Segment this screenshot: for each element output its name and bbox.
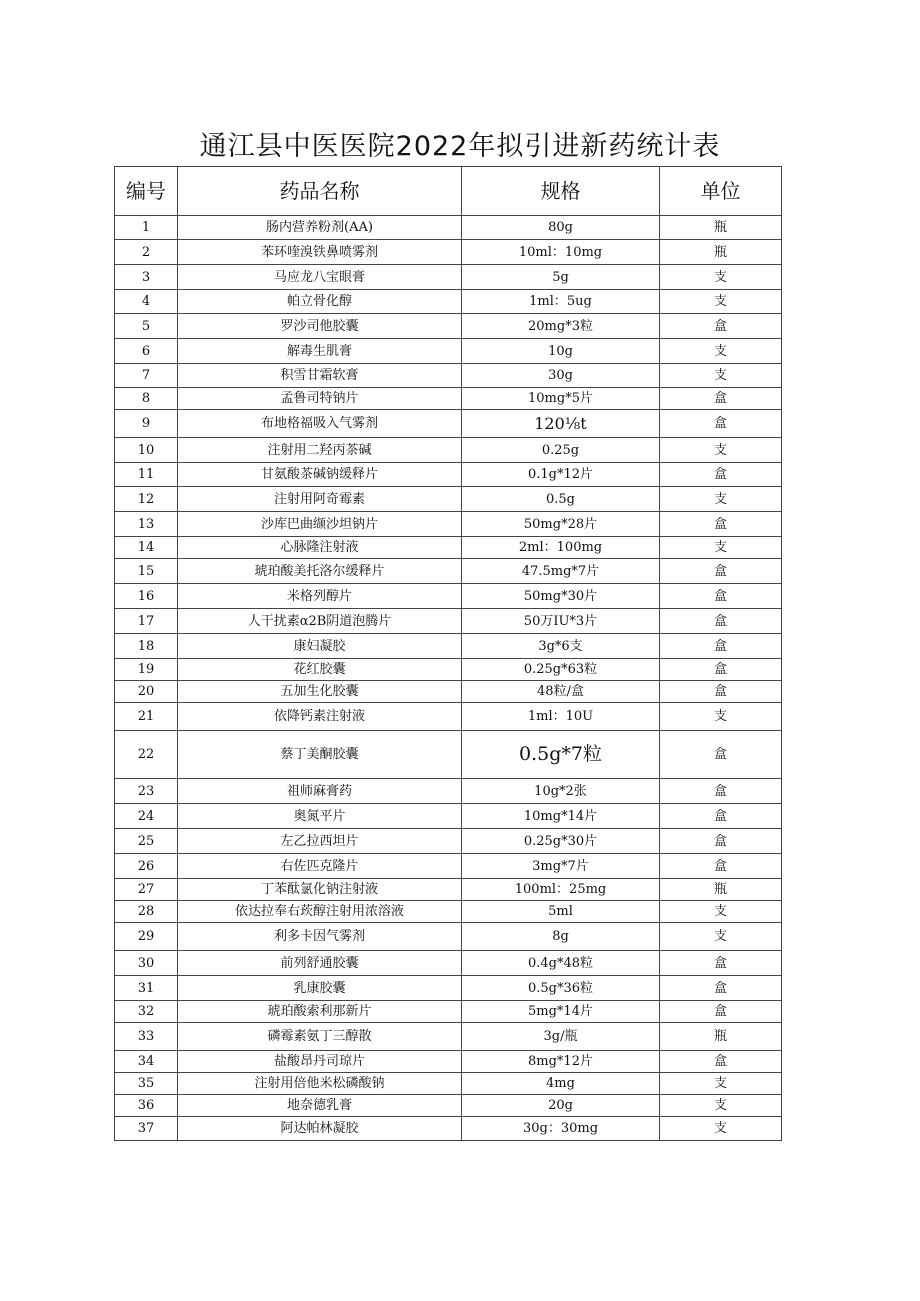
cell-spec: 80g — [462, 216, 660, 240]
cell-name: 盐酸昂丹司琼片 — [178, 1051, 462, 1073]
cell-unit: 支 — [660, 703, 782, 731]
cell-unit: 支 — [660, 487, 782, 512]
cell-spec: 4mg — [462, 1073, 660, 1095]
cell-name: 阿达帕林凝胶 — [178, 1117, 462, 1141]
table-row — [115, 703, 782, 731]
table-row — [115, 1095, 782, 1117]
cell-unit: 支 — [660, 364, 782, 388]
cell-name: 注射用二羟丙茶碱 — [178, 438, 462, 463]
cell-spec: 2ml：100mg — [462, 537, 660, 559]
cell-spec: 3g*6支 — [462, 634, 660, 659]
cell-unit: 瓶 — [660, 216, 782, 240]
cell-name: 马应龙八宝眼膏 — [178, 265, 462, 290]
table-row — [115, 731, 782, 779]
cell-spec: 5mg*14片 — [462, 1001, 660, 1023]
table-row — [115, 976, 782, 1001]
cell-unit: 支 — [660, 1117, 782, 1141]
table-row — [115, 829, 782, 854]
cell-name: 依降钙素注射液 — [178, 703, 462, 731]
cell-no: 24 — [115, 804, 178, 829]
cell-no: 31 — [115, 976, 178, 1001]
cell-spec: 50mg*28片 — [462, 512, 660, 537]
cell-name: 地奈德乳膏 — [178, 1095, 462, 1117]
cell-name: 前列舒通胶囊 — [178, 951, 462, 976]
cell-no: 22 — [115, 731, 178, 779]
table-row — [115, 854, 782, 879]
cell-spec: 47.5mg*7片 — [462, 559, 660, 584]
cell-no: 11 — [115, 463, 178, 487]
cell-no: 16 — [115, 584, 178, 609]
cell-spec: 1ml：5ug — [462, 290, 660, 314]
table-row — [115, 901, 782, 923]
cell-no: 12 — [115, 487, 178, 512]
cell-unit: 支 — [660, 901, 782, 923]
cell-no: 14 — [115, 537, 178, 559]
cell-unit: 盒 — [660, 976, 782, 1001]
cell-spec: 50mg*30片 — [462, 584, 660, 609]
table-row — [115, 923, 782, 951]
page-title: 通江县中医医院2022年拟引进新药统计表 — [199, 131, 721, 162]
cell-spec: 8mg*12片 — [462, 1051, 660, 1073]
table-row — [115, 512, 782, 537]
header-unit: 单位 — [660, 167, 782, 216]
cell-name: 苯环喹溴铁鼻喷雾剂 — [178, 240, 462, 265]
cell-unit: 盒 — [660, 731, 782, 779]
table-row — [115, 314, 782, 339]
table-header-row — [115, 167, 782, 216]
cell-spec: 20g — [462, 1095, 660, 1117]
cell-unit: 支 — [660, 923, 782, 951]
cell-name: 人干扰素α2B阴道泡腾片 — [178, 609, 462, 634]
table-row — [115, 216, 782, 240]
cell-spec: 0.25g — [462, 438, 660, 463]
cell-spec: 30g — [462, 364, 660, 388]
cell-unit: 盒 — [660, 1051, 782, 1073]
cell-spec: 10mg*5片 — [462, 388, 660, 410]
cell-no: 25 — [115, 829, 178, 854]
cell-no: 6 — [115, 339, 178, 364]
cell-name: 花红胶囊 — [178, 659, 462, 681]
table-row — [115, 487, 782, 512]
cell-unit: 支 — [660, 339, 782, 364]
cell-unit: 盒 — [660, 681, 782, 703]
cell-name: 丁苯酞氯化钠注射液 — [178, 879, 462, 901]
table-row — [115, 779, 782, 804]
cell-name: 布地格福吸入气雾剂 — [178, 410, 462, 438]
cell-name: 注射用阿奇霉素 — [178, 487, 462, 512]
cell-name: 孟鲁司特钠片 — [178, 388, 462, 410]
cell-unit: 盒 — [660, 388, 782, 410]
cell-no: 23 — [115, 779, 178, 804]
table-body — [115, 216, 782, 1141]
cell-no: 37 — [115, 1117, 178, 1141]
table-row — [115, 388, 782, 410]
cell-spec: 0.25g*30片 — [462, 829, 660, 854]
cell-spec: 1ml：10U — [462, 703, 660, 731]
cell-no: 30 — [115, 951, 178, 976]
cell-spec: 0.5g*7粒 — [462, 731, 660, 779]
cell-no: 21 — [115, 703, 178, 731]
cell-no: 13 — [115, 512, 178, 537]
cell-spec: 120⅛t — [462, 410, 660, 438]
cell-spec: 50万IU*3片 — [462, 609, 660, 634]
cell-no: 5 — [115, 314, 178, 339]
cell-name: 肠内营养粉剂(AA) — [178, 216, 462, 240]
cell-spec: 3g/瓶 — [462, 1023, 660, 1051]
cell-no: 26 — [115, 854, 178, 879]
cell-no: 8 — [115, 388, 178, 410]
cell-unit: 盒 — [660, 584, 782, 609]
cell-name: 解毒生肌膏 — [178, 339, 462, 364]
cell-no: 27 — [115, 879, 178, 901]
cell-unit: 盒 — [660, 609, 782, 634]
cell-no: 15 — [115, 559, 178, 584]
cell-no: 35 — [115, 1073, 178, 1095]
table-row — [115, 463, 782, 487]
cell-unit: 瓶 — [660, 240, 782, 265]
cell-spec: 0.1g*12片 — [462, 463, 660, 487]
table-row — [115, 951, 782, 976]
cell-no: 28 — [115, 901, 178, 923]
cell-name: 蔡丁美酮胶囊 — [178, 731, 462, 779]
cell-name: 琥珀酸美托洛尔缓释片 — [178, 559, 462, 584]
table-row — [115, 240, 782, 265]
table-row — [115, 584, 782, 609]
header-no: 编号 — [115, 167, 178, 216]
table-row — [115, 364, 782, 388]
table-row — [115, 339, 782, 364]
cell-name: 依达拉奉右莰醇注射用浓溶液 — [178, 901, 462, 923]
cell-spec: 30g：30mg — [462, 1117, 660, 1141]
table-row — [115, 537, 782, 559]
table-row — [115, 290, 782, 314]
cell-spec: 48粒/盒 — [462, 681, 660, 703]
table-row — [115, 1117, 782, 1141]
table-row — [115, 1051, 782, 1073]
cell-name: 帕立骨化醇 — [178, 290, 462, 314]
cell-unit: 支 — [660, 265, 782, 290]
cell-unit: 盒 — [660, 314, 782, 339]
table-row — [115, 1073, 782, 1095]
table-row — [115, 804, 782, 829]
cell-unit: 盒 — [660, 634, 782, 659]
cell-spec: 10mg*14片 — [462, 804, 660, 829]
cell-unit: 盒 — [660, 829, 782, 854]
cell-name: 祖师麻膏药 — [178, 779, 462, 804]
cell-no: 18 — [115, 634, 178, 659]
cell-no: 19 — [115, 659, 178, 681]
cell-no: 10 — [115, 438, 178, 463]
table-row — [115, 1023, 782, 1051]
cell-spec: 5g — [462, 265, 660, 290]
cell-spec: 10g — [462, 339, 660, 364]
table-row — [115, 559, 782, 584]
cell-unit: 盒 — [660, 463, 782, 487]
cell-unit: 支 — [660, 537, 782, 559]
cell-unit: 瓶 — [660, 1023, 782, 1051]
header-name: 药品名称 — [178, 167, 462, 216]
cell-unit: 盒 — [660, 854, 782, 879]
cell-spec: 100ml：25mg — [462, 879, 660, 901]
cell-name: 米格列醇片 — [178, 584, 462, 609]
cell-name: 甘氨酸茶碱钠缓释片 — [178, 463, 462, 487]
cell-unit: 支 — [660, 1073, 782, 1095]
cell-spec: 10ml：10mg — [462, 240, 660, 265]
cell-no: 20 — [115, 681, 178, 703]
cell-name: 心脉隆注射液 — [178, 537, 462, 559]
table-row — [115, 265, 782, 290]
cell-no: 3 — [115, 265, 178, 290]
cell-name: 康妇凝胶 — [178, 634, 462, 659]
cell-no: 36 — [115, 1095, 178, 1117]
cell-name: 磷霉素氨丁三醇散 — [178, 1023, 462, 1051]
cell-spec: 0.5g — [462, 487, 660, 512]
cell-unit: 瓶 — [660, 879, 782, 901]
cell-no: 33 — [115, 1023, 178, 1051]
table-row — [115, 609, 782, 634]
cell-name: 沙库巴曲缬沙坦钠片 — [178, 512, 462, 537]
drug-table — [114, 166, 782, 1141]
cell-unit: 支 — [660, 290, 782, 314]
cell-name: 乳康胶囊 — [178, 976, 462, 1001]
cell-name: 注射用倍他米松磷酸钠 — [178, 1073, 462, 1095]
cell-no: 4 — [115, 290, 178, 314]
cell-name: 右佐匹克隆片 — [178, 854, 462, 879]
table-row — [115, 681, 782, 703]
cell-no: 32 — [115, 1001, 178, 1023]
cell-no: 2 — [115, 240, 178, 265]
cell-spec: 8g — [462, 923, 660, 951]
cell-name: 琥珀酸索利那新片 — [178, 1001, 462, 1023]
cell-no: 17 — [115, 609, 178, 634]
cell-spec: 0.4g*48粒 — [462, 951, 660, 976]
cell-unit: 盒 — [660, 512, 782, 537]
cell-unit: 盒 — [660, 659, 782, 681]
cell-name: 积雪甘霜软膏 — [178, 364, 462, 388]
table-row — [115, 659, 782, 681]
cell-unit: 盒 — [660, 559, 782, 584]
cell-no: 7 — [115, 364, 178, 388]
table-row — [115, 438, 782, 463]
cell-unit: 盒 — [660, 410, 782, 438]
cell-name: 奥氮平片 — [178, 804, 462, 829]
table-row — [115, 1001, 782, 1023]
header-spec: 规格 — [462, 167, 660, 216]
cell-spec: 20mg*3粒 — [462, 314, 660, 339]
cell-name: 利多卡因气雾剂 — [178, 923, 462, 951]
cell-unit: 盒 — [660, 804, 782, 829]
cell-no: 1 — [115, 216, 178, 240]
cell-unit: 支 — [660, 1095, 782, 1117]
cell-spec: 10g*2张 — [462, 779, 660, 804]
cell-spec: 0.5g*36粒 — [462, 976, 660, 1001]
cell-unit: 盒 — [660, 951, 782, 976]
cell-no: 9 — [115, 410, 178, 438]
cell-unit: 支 — [660, 438, 782, 463]
table-row — [115, 634, 782, 659]
cell-no: 34 — [115, 1051, 178, 1073]
cell-spec: 5ml — [462, 901, 660, 923]
cell-name: 罗沙司他胶囊 — [178, 314, 462, 339]
cell-name: 五加生化胶囊 — [178, 681, 462, 703]
cell-no: 29 — [115, 923, 178, 951]
cell-spec: 0.25g*63粒 — [462, 659, 660, 681]
cell-spec: 3mg*7片 — [462, 854, 660, 879]
cell-name: 左乙拉西坦片 — [178, 829, 462, 854]
cell-unit: 盒 — [660, 779, 782, 804]
table-row — [115, 410, 782, 438]
table-row — [115, 879, 782, 901]
cell-unit: 盒 — [660, 1001, 782, 1023]
